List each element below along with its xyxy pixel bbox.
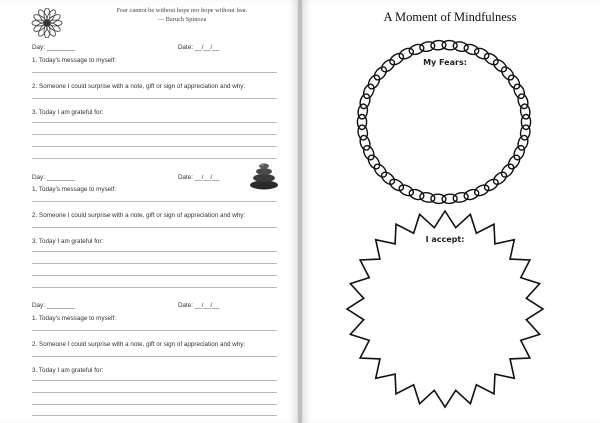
writing-line[interactable] xyxy=(32,201,277,202)
left-page xyxy=(0,0,298,423)
surprise-prompt: 2. Someone I could surprise with a note, gift or sign of appreciation and why: xyxy=(32,341,246,348)
quote-text: Fear cannot be without hope nor hope without fear. xyxy=(116,7,248,14)
quote-author: — Baruch Spinoza xyxy=(157,16,207,23)
surprise-prompt: 2. Someone I could surprise with a note, gift or sign of appreciation and why: xyxy=(32,83,246,90)
date-field[interactable]: Date: __/__/__ xyxy=(178,44,220,51)
writing-line[interactable] xyxy=(32,122,277,123)
message-prompt: 1. Today's message to myself: xyxy=(32,186,117,193)
writing-line[interactable] xyxy=(32,287,277,288)
writing-line[interactable] xyxy=(32,330,277,331)
chain-link xyxy=(463,188,480,201)
chain-link xyxy=(520,103,531,119)
grateful-prompt: 3. Today I am grateful for: xyxy=(32,109,104,116)
writing-line[interactable] xyxy=(32,275,277,276)
chain-link xyxy=(358,93,371,110)
balanced-stones-icon xyxy=(248,160,280,190)
chain-link xyxy=(491,57,508,74)
chain-link xyxy=(516,93,529,110)
chain-link xyxy=(512,83,527,100)
chain-link xyxy=(463,43,480,56)
writing-line[interactable] xyxy=(32,251,277,252)
writing-line[interactable] xyxy=(32,380,277,381)
day-field[interactable]: Day: ________ xyxy=(32,174,75,181)
chain-link xyxy=(379,57,396,74)
chain-link xyxy=(419,191,435,203)
writing-line[interactable] xyxy=(32,392,277,393)
writing-line[interactable] xyxy=(32,158,277,159)
chain-link xyxy=(499,162,516,179)
chain-link xyxy=(516,134,529,151)
date-field[interactable]: Date: __/__/__ xyxy=(178,302,220,309)
grateful-prompt: 3. Today I am grateful for: xyxy=(32,238,104,245)
page-title: A Moment of Mindfulness xyxy=(383,10,517,24)
chain-link xyxy=(372,162,389,179)
chain-link xyxy=(452,41,468,53)
chain-link xyxy=(358,134,371,151)
writing-line[interactable] xyxy=(32,263,277,264)
writing-line[interactable] xyxy=(32,98,277,99)
writing-line[interactable] xyxy=(32,72,277,73)
writing-line[interactable] xyxy=(32,404,277,405)
writing-line[interactable] xyxy=(32,415,277,416)
day-field[interactable]: Day: ________ xyxy=(32,302,75,309)
header-quote xyxy=(72,6,292,24)
lotus-mandala-icon xyxy=(30,8,64,38)
chain-link xyxy=(379,170,396,187)
chain-link xyxy=(520,124,531,140)
chain-link xyxy=(361,144,376,161)
message-prompt: 1. Today's message to myself: xyxy=(32,57,117,64)
chain-link xyxy=(408,188,425,201)
chain-link xyxy=(491,170,508,187)
grateful-prompt: 3. Today I am grateful for: xyxy=(32,367,104,374)
chain-link xyxy=(499,65,516,82)
writing-line[interactable] xyxy=(32,146,277,147)
surprise-prompt: 2. Someone I could surprise with a note, gift or sign of appreciation and why: xyxy=(32,212,246,219)
message-prompt: 1. Today's message to myself: xyxy=(32,315,117,322)
writing-line[interactable] xyxy=(32,356,277,357)
chain-link xyxy=(408,43,425,56)
day-field[interactable]: Day: ________ xyxy=(32,44,75,51)
writing-line[interactable] xyxy=(32,134,277,135)
chain-link xyxy=(372,65,389,82)
chain-link xyxy=(357,103,368,119)
date-field[interactable]: Date: __/__/__ xyxy=(178,174,220,181)
i-accept-label: I accept: xyxy=(425,235,465,244)
my-fears-label: My Fears: xyxy=(423,58,467,67)
writing-line[interactable] xyxy=(32,227,277,228)
